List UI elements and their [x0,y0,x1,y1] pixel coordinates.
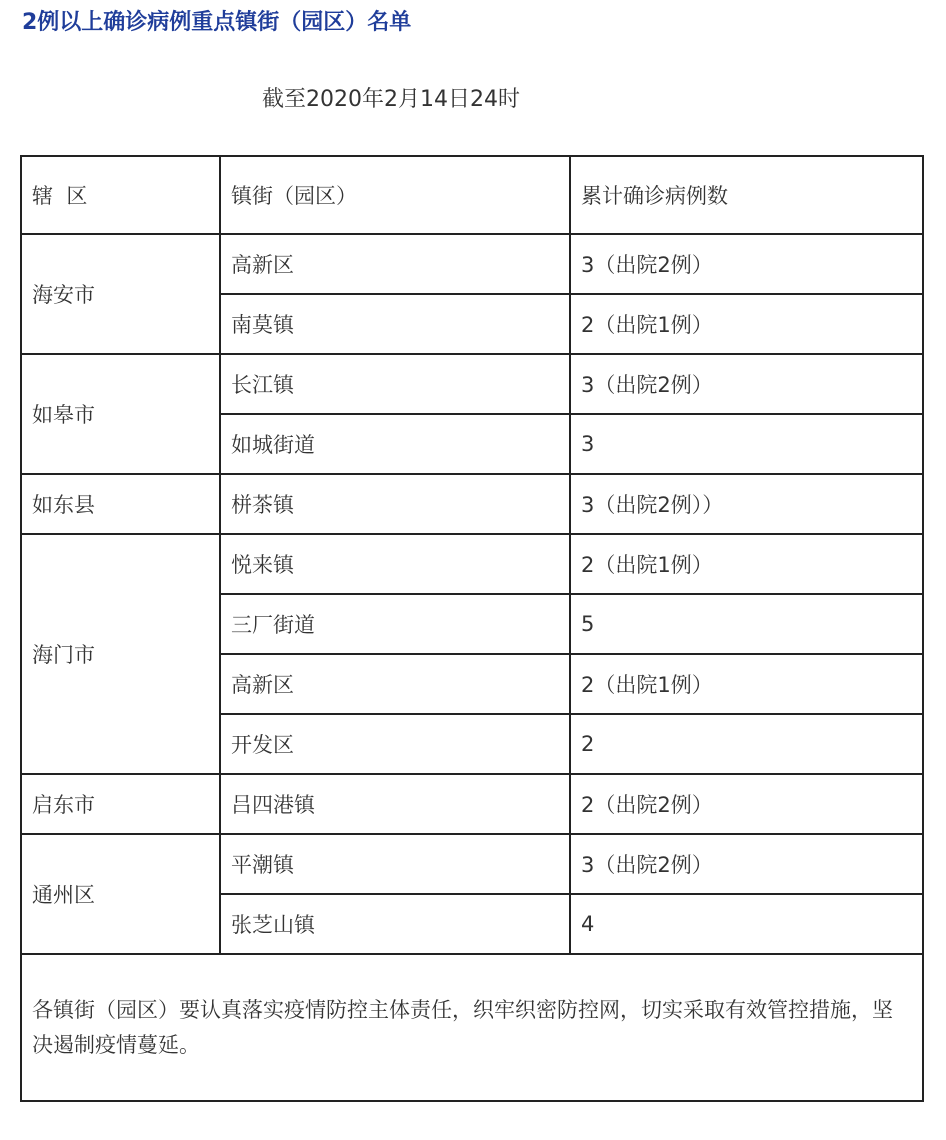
district-cell: 如东县 [21,474,220,534]
town-cell: 高新区 [220,654,570,714]
town-cell: 南莫镇 [220,294,570,354]
header-town: 镇街（园区） [220,156,570,234]
town-cell: 张芝山镇 [220,894,570,954]
table-row [21,354,923,414]
town-cell: 长江镇 [220,354,570,414]
table-row [21,534,923,594]
count-cell: 2（出院1例） [570,654,923,714]
count-cell: 2 [570,714,923,774]
count-cell: 2（出院1例） [570,534,923,594]
town-cell: 吕四港镇 [220,774,570,834]
cases-table [20,155,924,1102]
page-title: 2例以上确诊病例重点镇街（园区）名单 [22,10,412,35]
count-cell: 2（出院1例） [570,294,923,354]
count-cell: 3 [570,414,923,474]
count-cell: 4 [570,894,923,954]
count-cell: 2（出院2例） [570,774,923,834]
count-cell: 3（出院2例）） [570,474,923,534]
table-row [21,834,923,894]
table-row [21,474,923,534]
header-district: 辖 区 [21,156,220,234]
town-cell: 三厂街道 [220,594,570,654]
count-cell: 5 [570,594,923,654]
town-cell: 开发区 [220,714,570,774]
district-cell: 海门市 [21,534,220,774]
district-cell: 海安市 [21,234,220,354]
town-cell: 悦来镇 [220,534,570,594]
header-count: 累计确诊病例数 [570,156,923,234]
note-row [21,954,923,1101]
district-cell: 如皋市 [21,354,220,474]
district-cell: 通州区 [21,834,220,954]
table-row [21,774,923,834]
town-cell: 栟茶镇 [220,474,570,534]
table-row [21,234,923,294]
count-cell: 3（出院2例） [570,234,923,294]
note-text: 各镇街（园区）要认真落实疫情防控主体责任，织牢织密防控网，切实采取有效管控措施，坚决遏制疫情蔓延。 [21,954,923,1101]
district-cell: 启东市 [21,774,220,834]
count-cell: 3（出院2例） [570,834,923,894]
cutoff-date: 截至2020年2月14日24时 [262,87,520,112]
count-cell: 3（出院2例） [570,354,923,414]
table-header-row [21,156,923,234]
town-cell: 如城街道 [220,414,570,474]
town-cell: 高新区 [220,234,570,294]
town-cell: 平潮镇 [220,834,570,894]
